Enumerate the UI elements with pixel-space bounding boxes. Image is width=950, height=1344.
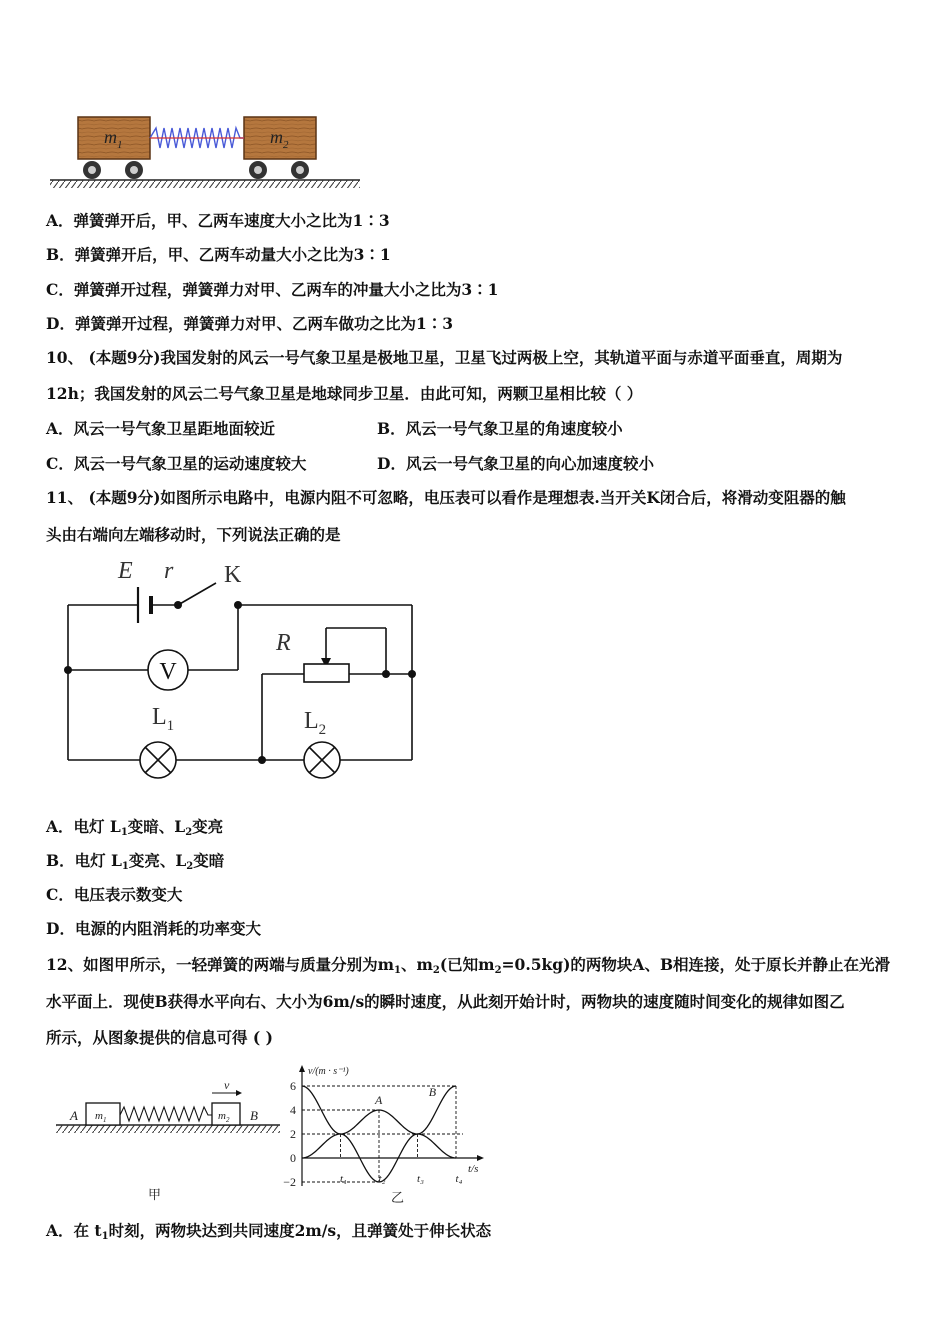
q9-option-d: D．弹簧弹开过程，弹簧弹力对甲、乙两车做功之比为1∶3 — [46, 314, 454, 333]
q10-option-b: B．风云一号气象卫星的角速度较小 — [377, 419, 623, 438]
label-L2: $L_2$ — [304, 708, 327, 738]
label-R: R — [276, 630, 291, 656]
y-tick-label: 0 — [290, 1151, 296, 1165]
two-carts-figure — [46, 110, 366, 195]
x-axis-label: t/s — [468, 1163, 479, 1175]
label-L1: $L_1$ — [152, 704, 175, 734]
label-B: B — [250, 1108, 258, 1123]
label-E: E — [118, 558, 133, 584]
x-tick-label: t₂ — [378, 1173, 386, 1185]
q9-option-a: A．弹簧弹开后，甲、乙两车速度大小之比为1∶3 — [46, 211, 390, 230]
x-tick-label: t₁ — [340, 1173, 347, 1185]
label-v: v — [224, 1078, 230, 1092]
y-tick-label: −2 — [283, 1175, 296, 1189]
label-K: K — [224, 562, 242, 588]
q10-stem-line1: 10、 (本题9分)我国发射的风云一号气象卫星是极地卫星，卫星飞过两极上空，其轨道平面与赤道平面垂直，周期为 — [46, 348, 843, 367]
q11-stem-line1: 11、 (本题9分)如图所示电路中，电源内阻不可忽略，电压表可以看作是理想表.当开关K闭合后，将滑动变阻器的触 — [46, 488, 846, 507]
svg-text:V: V — [159, 659, 177, 685]
spring-jia — [120, 1107, 212, 1121]
label-m2: $m_2$ — [218, 1110, 230, 1124]
series-label-A: A — [375, 1093, 383, 1107]
m1-label: $m_1$ — [104, 127, 123, 151]
y-tick-label: 2 — [290, 1127, 296, 1141]
y-tick-label: 4 — [290, 1103, 296, 1117]
y-axis-arrow — [299, 1065, 305, 1072]
q11-option-d: D．电源的内阻消耗的功率变大 — [46, 919, 261, 938]
q10-option-c: C．风云一号气象卫星的运动速度较大 — [46, 454, 307, 473]
label-A: A — [70, 1108, 78, 1123]
q11-option-a: A．电灯 $L_1$变暗、$L_2$变亮 — [46, 817, 224, 838]
caption-yi: 乙 — [391, 1190, 405, 1205]
q11-stem-line2: 头由右端向左端移动时，下列说法正确的是 — [46, 525, 341, 544]
q11-option-b: B．电灯 $L_1$变亮、$L_2$变暗 — [46, 851, 225, 872]
voltmeter — [148, 650, 188, 690]
lamp-l2 — [304, 742, 340, 778]
series-label-B: B — [428, 1085, 437, 1099]
vt-chart — [278, 1062, 493, 1207]
y-tick-label: 6 — [290, 1079, 296, 1093]
m2-label: $m_2$ — [270, 127, 289, 151]
q10-option-a: A．风云一号气象卫星距地面较近 — [46, 419, 276, 438]
label-m1: $m_1$ — [95, 1110, 107, 1124]
junction-dots — [64, 601, 416, 764]
x-axis-arrow — [477, 1155, 484, 1161]
q12-stem-line3: 所示，从图象提供的信息可得 ( ) — [46, 1028, 273, 1047]
wheels — [83, 161, 309, 179]
lamp-l1 — [140, 742, 176, 778]
rheostat-resistor — [304, 664, 349, 682]
q10-stem-line2: 12h；我国发射的风云二号气象卫星是地球同步卫星．由此可知，两颗卫星相比较（ ） — [46, 384, 643, 403]
q12-stem-line1: 12、如图甲所示，一轻弹簧的两端与质量分别为$m_1$、$m_2$(已知$m_2=0.5kg$)的两物块A、B相连接，处于原长并静止在光滑 — [46, 955, 891, 976]
q11-option-c: C．电压表示数变大 — [46, 885, 183, 904]
x-tick-label: t₃ — [417, 1173, 424, 1185]
q9-option-b: B．弹簧弹开后，甲、乙两车动量大小之比为3∶1 — [46, 245, 391, 264]
figure-jia-spring-blocks — [52, 1075, 284, 1205]
q10-option-d: D．风云一号气象卫星的向心加速度较小 — [377, 454, 654, 473]
q12-option-a: A．在 $t_1$时刻，两物块达到共同速度2m/s，且弹簧处于伸长状态 — [46, 1221, 492, 1242]
label-r: r — [164, 558, 174, 584]
q12-stem-line2: 水平面上．现使B获得水平向右、大小为6m/s的瞬时速度，从此刻开始计时，两物块的速度随时间变化的规律如图乙 — [46, 992, 845, 1011]
q9-option-c: C．弹簧弹开过程，弹簧弹力对甲、乙两车的冲量大小之比为3∶1 — [46, 280, 499, 299]
y-axis-label: v/(m · s⁻¹) — [308, 1066, 349, 1077]
x-tick-label: t₄ — [455, 1173, 463, 1185]
caption-jia: 甲 — [148, 1187, 162, 1202]
circuit-diagram — [56, 552, 426, 792]
